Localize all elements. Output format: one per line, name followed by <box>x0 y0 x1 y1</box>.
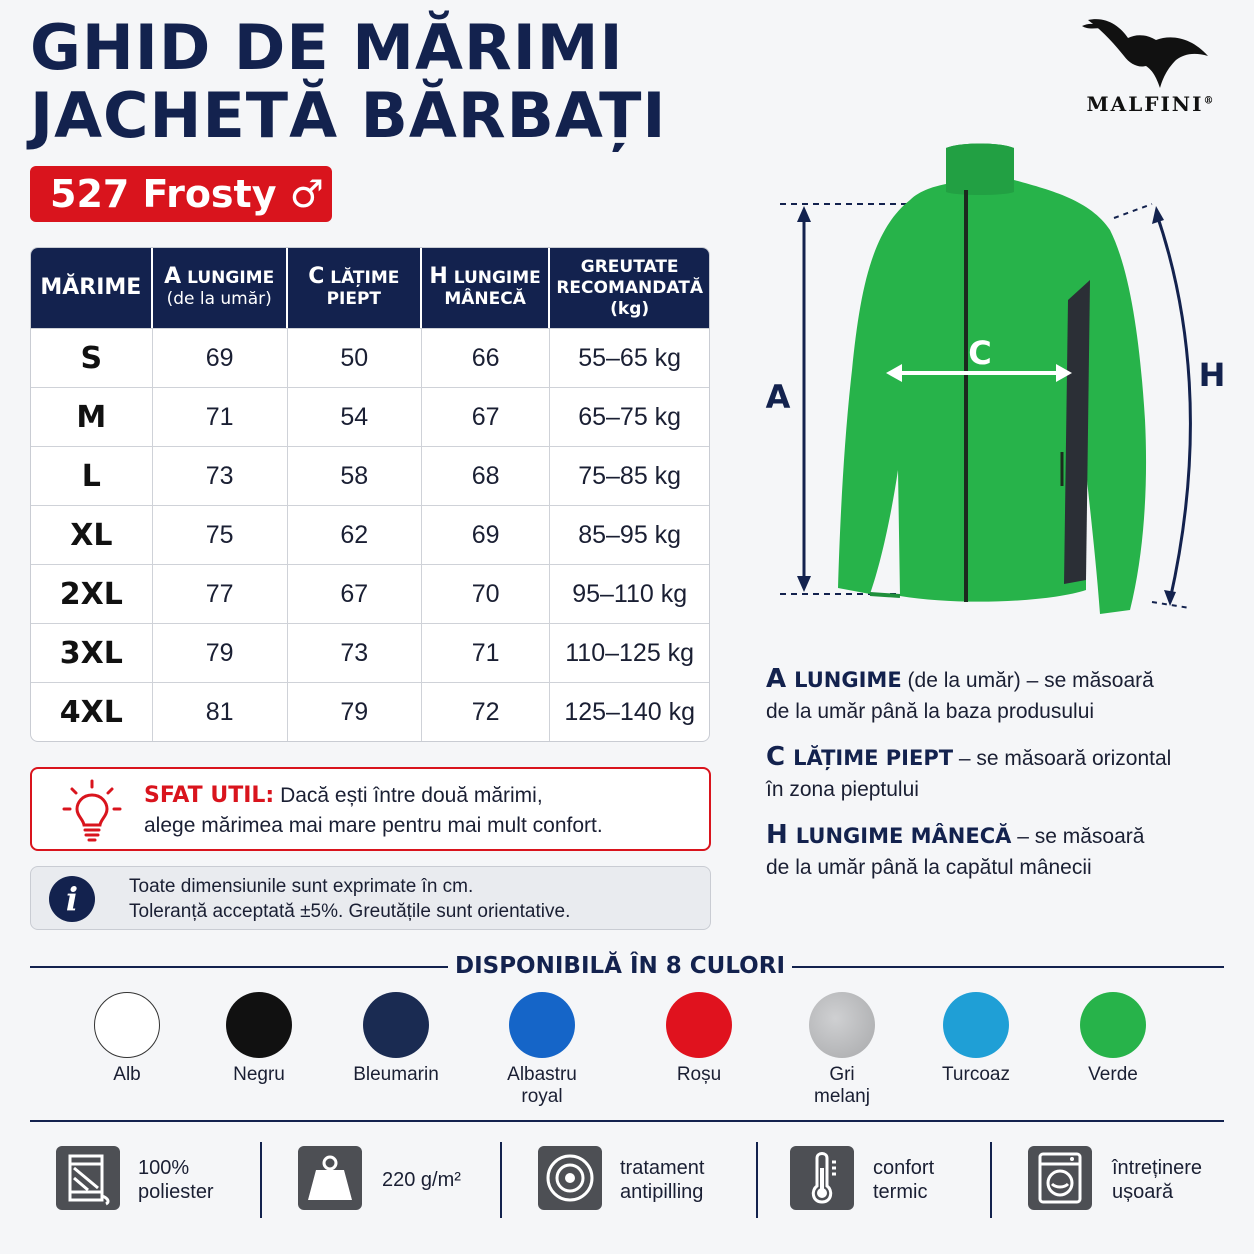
model-badge: 527 Frosty ♂ <box>30 166 332 222</box>
swatch-bleumarin[interactable] <box>363 992 429 1058</box>
table-row: 4XL 81 79 72 125–140 kg <box>31 682 709 741</box>
swatch-label-alb: Alb <box>113 1064 141 1085</box>
yarn-spool-icon <box>56 1146 120 1210</box>
divider <box>30 966 448 968</box>
lightbulb-icon <box>62 779 122 843</box>
feature-antipilling: tratament antipilling <box>620 1157 705 1203</box>
header-length: A LUNGIME (de la umăr) <box>153 248 288 328</box>
definition-a: A LUNGIME (de la umăr) – se măsoară de la umăr până la baza produsului <box>766 664 1154 723</box>
divider <box>260 1142 262 1218</box>
table-header-row <box>31 248 709 328</box>
tip-box <box>30 767 711 851</box>
swatch-label-rosu: Roșu <box>676 1064 722 1085</box>
logo-text: MALFINI <box>1086 92 1204 116</box>
table-row: M 71 54 67 65–75 kg <box>31 387 709 446</box>
info-icon: i <box>49 876 95 922</box>
tip-label: SFAT UTIL: <box>144 783 275 808</box>
swatch-label-verde: Verde <box>1088 1064 1138 1085</box>
jacket-diagram <box>760 140 1240 620</box>
registered-mark: ® <box>1203 95 1216 107</box>
swatch-gri-melanj[interactable] <box>809 992 875 1058</box>
size-table <box>30 247 710 742</box>
swatch-label-albastru-royal: Albastru royal <box>507 1064 577 1107</box>
label-c: C <box>968 334 992 372</box>
malfini-logo <box>1076 12 1226 122</box>
divider <box>30 1120 1224 1122</box>
feature-thermal: confort termic <box>873 1157 935 1203</box>
title-line-2: JACHETĂ BĂRBAȚI <box>30 79 667 152</box>
title-line-1: GHID DE MĂRIMI <box>30 11 624 84</box>
swatch-label-negru: Negru <box>233 1064 285 1085</box>
jacket-illustration <box>838 144 1146 615</box>
table-row: S 69 50 66 55–65 kg <box>31 328 709 387</box>
swatch-label-gri-melanj: Gri melanj <box>814 1064 870 1107</box>
swatch-alb[interactable] <box>94 992 160 1058</box>
info-box <box>30 866 711 930</box>
table-row: L 73 58 68 75–85 kg <box>31 446 709 505</box>
table-row: 2XL 77 67 70 95–110 kg <box>31 564 709 623</box>
header-sleeve-length: H LUNGIME MÂNECĂ <box>422 248 550 328</box>
tip-line-1: Dacă ești între două mărimi, <box>280 784 543 807</box>
feature-care: întreținere ușoară <box>1112 1157 1203 1203</box>
info-line-2: Toleranță acceptată ±5%. Greutățile sunt orientative. <box>129 901 571 922</box>
swatch-turcoaz[interactable] <box>943 992 1009 1058</box>
thermometer-icon <box>790 1146 854 1210</box>
swatch-rosu[interactable] <box>666 992 732 1058</box>
header-size: MĂRIME <box>31 248 153 328</box>
divider <box>792 966 1224 968</box>
swatch-albastru-royal[interactable] <box>509 992 575 1058</box>
weight-icon <box>298 1146 362 1210</box>
measurement-definitions <box>766 664 1236 898</box>
header-chest-width: C LĂȚIME PIEPT <box>288 248 422 328</box>
divider <box>756 1142 758 1218</box>
washing-machine-icon <box>1028 1146 1092 1210</box>
definition-h: H LUNGIME MÂNECĂ – se măsoară de la umăr până la capătul mânecii <box>766 820 1145 879</box>
table-row: XL 75 62 69 85–95 kg <box>31 505 709 564</box>
divider <box>990 1142 992 1218</box>
swatch-label-turcoaz: Turcoaz <box>942 1064 1010 1085</box>
tip-line-2: alege mărimea mai mare pentru mai mult confort. <box>144 814 603 837</box>
swatch-negru[interactable] <box>226 992 292 1058</box>
divider <box>500 1142 502 1218</box>
swatch-verde[interactable] <box>1080 992 1146 1058</box>
header-weight: GREUTATE RECOMANDATĂ (kg) <box>550 248 709 328</box>
target-icon <box>538 1146 602 1210</box>
table-row: 3XL 79 73 71 110–125 kg <box>31 623 709 682</box>
label-a: A <box>765 378 791 416</box>
label-h: H <box>1198 356 1226 394</box>
feature-weight: 220 g/m² <box>382 1169 461 1191</box>
eagle-icon <box>1076 12 1226 94</box>
info-line-1: Toate dimensiunile sunt exprimate în cm. <box>129 876 474 897</box>
page-title <box>30 11 667 152</box>
definition-c: C LĂȚIME PIEPT – se măsoară orizontal în zona pieptului <box>766 742 1172 801</box>
swatch-label-bleumarin: Bleumarin <box>353 1064 439 1085</box>
feature-material: 100% poliester <box>138 1157 214 1203</box>
colors-title: DISPONIBILĂ ÎN 8 CULORI <box>454 953 786 979</box>
